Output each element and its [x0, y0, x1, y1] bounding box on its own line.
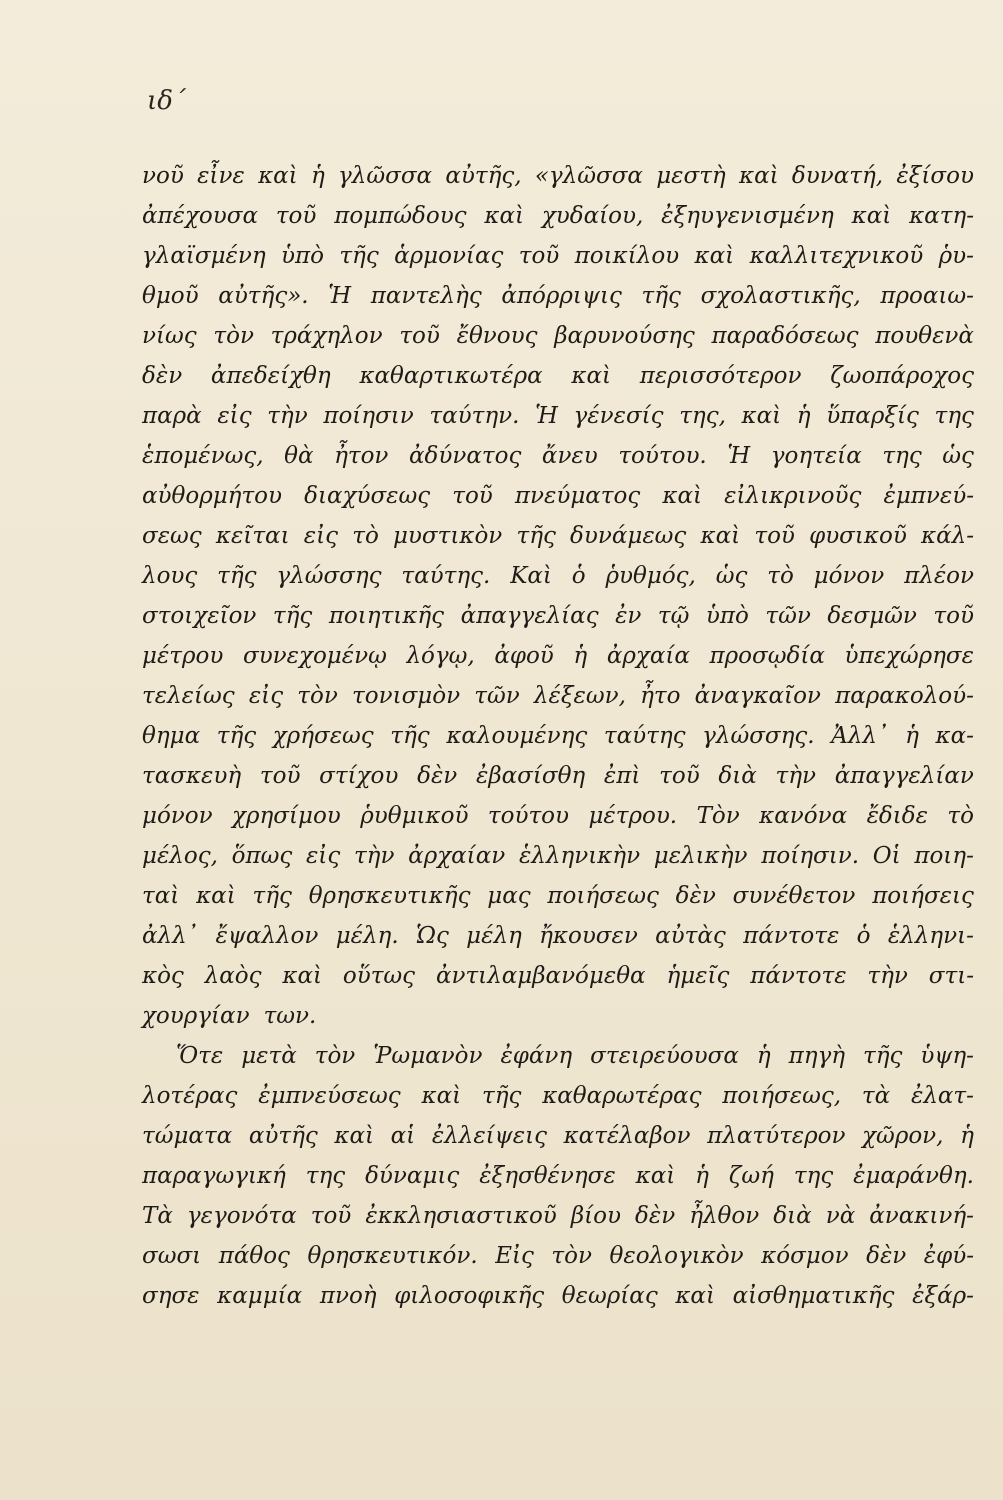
text-line: ἀλλ᾽ ἔψαλλον μέλη. Ὡς μέλη ἤκουσεν αὐτὰς πάντοτε ὁ ἑλληνι-	[142, 923, 974, 949]
text-line: σεως κεῖται εἰς τὸ μυστικὸν τῆς δυνάμεως καὶ τοῦ φυσικοῦ κάλ-	[142, 523, 974, 549]
text-line: θημα τῆς χρήσεως τῆς καλουμένης ταύτης γλώσσης. Ἀλλ᾽ ἡ κα-	[142, 723, 974, 749]
text-line: χουργίαν των.	[142, 1003, 317, 1029]
text-line: θμοῦ αὐτῆς». Ἡ παντελὴς ἀπόρριψις τῆς σχολαστικῆς, προαιω-	[142, 283, 974, 309]
text-line: μέτρου συνεχομένῳ λόγῳ, ἀφοῦ ἡ ἀρχαία προσῳδία ὑπεχώρησε	[142, 643, 974, 669]
text-line: λοτέρας ἐμπνεύσεως καὶ τῆς καθαρωτέρας ποιήσεως, τὰ ἐλατ-	[142, 1083, 974, 1109]
text-line: παραγωγική της δύναμις ἐξησθένησε καὶ ἡ ζωή της ἐμαράνθη.	[142, 1163, 974, 1189]
text-line: μέλος, ὅπως εἰς τὴν ἀρχαίαν ἑλληνικὴν μελικὴν ποίησιν. Οἱ ποιη-	[142, 843, 974, 869]
text-line: νίως τὸν τράχηλον τοῦ ἔθνους βαρυνούσης παραδόσεως πουθενὰ	[142, 323, 974, 349]
text-line: παρὰ εἰς τὴν ποίησιν ταύτην. Ἡ γένεσίς της, καὶ ἡ ὕπαρξίς της	[142, 403, 974, 429]
text-line: ἑπομένως, θὰ ἦτον ἀδύνατος ἄνευ τούτου. Ἡ γοητεία της ὡς	[142, 443, 974, 469]
text-line: γλαϊσμένη ὑπὸ τῆς ἁρμονίας τοῦ ποικίλου καὶ καλλιτεχνικοῦ ῥυ-	[142, 243, 974, 269]
text-line: σησε καμμία πνοὴ φιλοσοφικῆς θεωρίας καὶ αἰσθηματικῆς ἐξάρ-	[142, 1283, 974, 1309]
page-number: ιδ΄	[147, 86, 186, 116]
text-line: Τὰ γεγονότα τοῦ ἐκκλησιαστικοῦ βίου δὲν ἦλθον διὰ νὰ ἀνακινή-	[142, 1203, 974, 1229]
text-line: ταὶ καὶ τῆς θρησκευτικῆς μας ποιήσεως δὲν συνέθετον ποιήσεις	[142, 883, 974, 909]
body-text	[142, 156, 974, 1316]
text-line: αὐθορμήτου διαχύσεως τοῦ πνεύματος καὶ εἰλικρινοῦς ἐμπνεύ-	[142, 483, 974, 509]
text-line: Ὅτε μετὰ τὸν Ῥωμανὸν ἐφάνη στειρεύουσα ἡ πηγὴ τῆς ὑψη-	[176, 1043, 974, 1069]
text-line: δὲν ἀπεδείχθη καθαρτικωτέρα καὶ περισσότερον ζωοπάροχος	[142, 363, 974, 389]
text-line: κὸς λαὸς καὶ οὕτως ἀντιλαμβανόμεθα ἡμεῖς πάντοτε τὴν στι-	[142, 963, 974, 989]
text-line: τασκευὴ τοῦ στίχου δὲν ἐβασίσθη ἐπὶ τοῦ διὰ τὴν ἀπαγγελίαν	[142, 763, 974, 789]
text-line: ἀπέχουσα τοῦ πομπώδους καὶ χυδαίου, ἐξηυγενισμένη καὶ κατη-	[142, 203, 974, 229]
text-line: στοιχεῖον τῆς ποιητικῆς ἀπαγγελίας ἐν τῷ ὑπὸ τῶν δεσμῶν τοῦ	[142, 603, 974, 629]
text-line: νοῦ εἶνε καὶ ἡ γλῶσσα αὐτῆς, «γλῶσσα μεστὴ καὶ δυνατή, ἐξίσου	[142, 163, 974, 189]
text-line: λους τῆς γλώσσης ταύτης. Καὶ ὁ ῥυθμός, ὡς τὸ μόνον πλέον	[142, 563, 974, 589]
text-line: τελείως εἰς τὸν τονισμὸν τῶν λέξεων, ἦτο ἀναγκαῖον παρακολού-	[142, 683, 974, 709]
text-line: μόνον χρησίμου ῥυθμικοῦ τούτου μέτρου. Τὸν κανόνα ἔδιδε τὸ	[142, 803, 974, 829]
text-line: σωσι πάθος θρησκευτικόν. Εἰς τὸν θεολογικὸν κόσμον δὲν ἐφύ-	[142, 1243, 974, 1269]
text-line: τώματα αὐτῆς καὶ αἱ ἐλλείψεις κατέλαβον πλατύτερον χῶρον, ἡ	[142, 1123, 974, 1149]
